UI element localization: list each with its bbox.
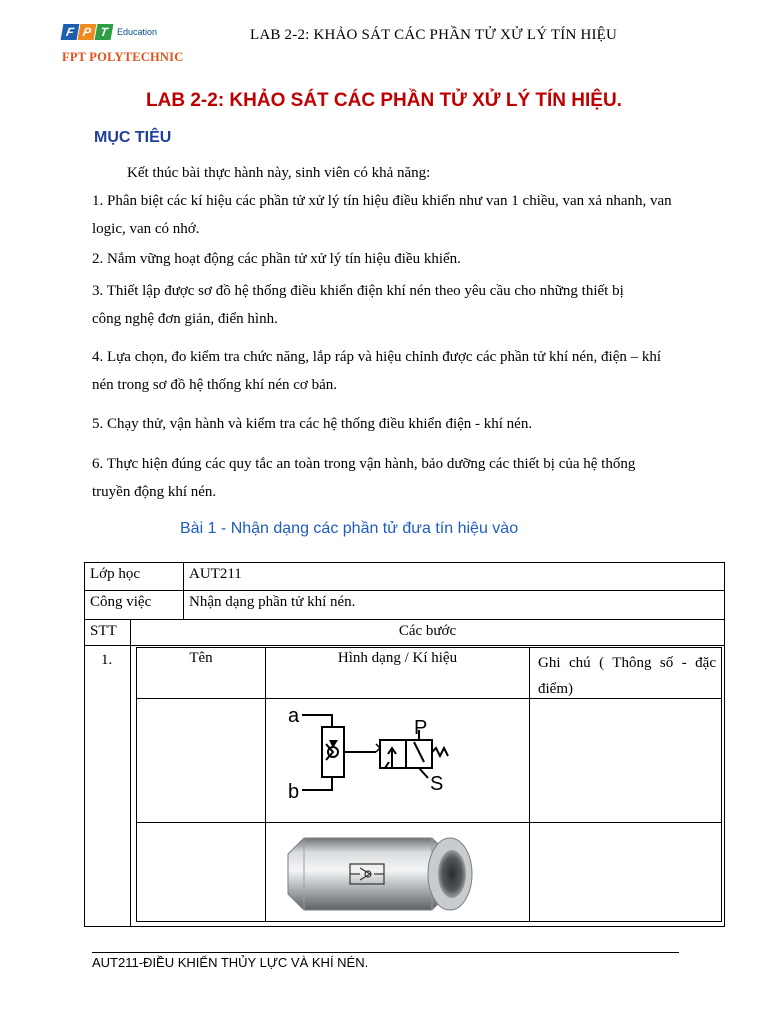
row-number: 1. [101,652,113,668]
document-title: LAB 2-2: KHẢO SÁT CÁC PHẦN TỬ XỬ LÝ TÍN HIỆU. [146,90,622,111]
column-name-header: Tên [189,650,213,666]
objective-item-6: 6. Thực hiện đúng các quy tắc an toàn trong vận hành, bảo dưỡng các thiết bị của hệ thống truyền động khí nén. [92,456,636,500]
stt-header: STT [90,623,117,639]
port-label-a: a [288,705,300,727]
logo-letter-f: F [61,24,80,40]
column-notes-header: Ghi chú ( Thông số - đặc điểm) [538,655,716,697]
logo-letter-t: T [95,24,114,40]
intro-paragraph: Kết thúc bài thực hành này, sinh viên có khả năng: [127,165,431,181]
fpt-polytechnic-logo [62,24,202,72]
valve-symbol-diagram [280,700,470,810]
objective-item-3: 3. Thiết lập được sơ đồ hệ thống điều khiển điện khí nén theo yêu cầu cho những thiết bị công nghệ đơn giản, điển hình. [92,283,624,327]
objective-item-4: 4. Lựa chọn, đo kiểm tra chức năng, lắp ráp và hiệu chỉnh được các phần tử khí nén, điện – khí nén trong sơ đồ hệ thống khí nén cơ bản. [92,349,662,393]
port-label-p: P [414,717,428,739]
section-heading-objectives: MỤC TIÊU [94,129,172,146]
running-header-title: LAB 2-2: KHẢO SÁT CÁC PHẦN TỬ XỬ LÝ TÍN HIỆU [250,27,618,43]
check-valve-photo [280,824,476,918]
page-footer: AUT211-ĐIỀU KHIỂN THỦY LỰC VÀ KHÍ NÉN. [92,955,369,970]
exercise-title: Bài 1 - Nhận dạng các phần tử đưa tín hiệu vào [180,520,519,537]
objective-item-2: 2. Nắm vững hoạt động các phần tử xử lý tín hiệu điều khiển. [92,251,461,267]
port-label-s: S [430,773,444,795]
task-value: Nhận dạng phần tử khí nén. [189,594,356,610]
logo-polytechnic-text: FPT POLYTECHNIC [62,50,184,64]
logo-education-text: Education [117,27,158,37]
task-label: Công việc [90,594,152,610]
footer-rule [92,952,679,953]
logo-letter-p: P [78,24,97,40]
objective-item-1: 1. Phân biệt các kí hiệu các phần tử xử lý tín hiệu điều khiển như van 1 chiều, van xả nhanh, van logic, van có nhớ. [92,193,672,237]
column-symbol-header: Hình dạng / Kí hiệu [337,650,458,666]
class-value: AUT211 [189,566,242,582]
objective-item-5: 5. Chạy thử, vận hành và kiểm tra các hệ thống điều khiển điện - khí nén. [92,416,533,432]
class-label: Lớp học [90,566,141,582]
port-label-b: b [288,781,300,803]
steps-header: Các bước [398,623,457,639]
